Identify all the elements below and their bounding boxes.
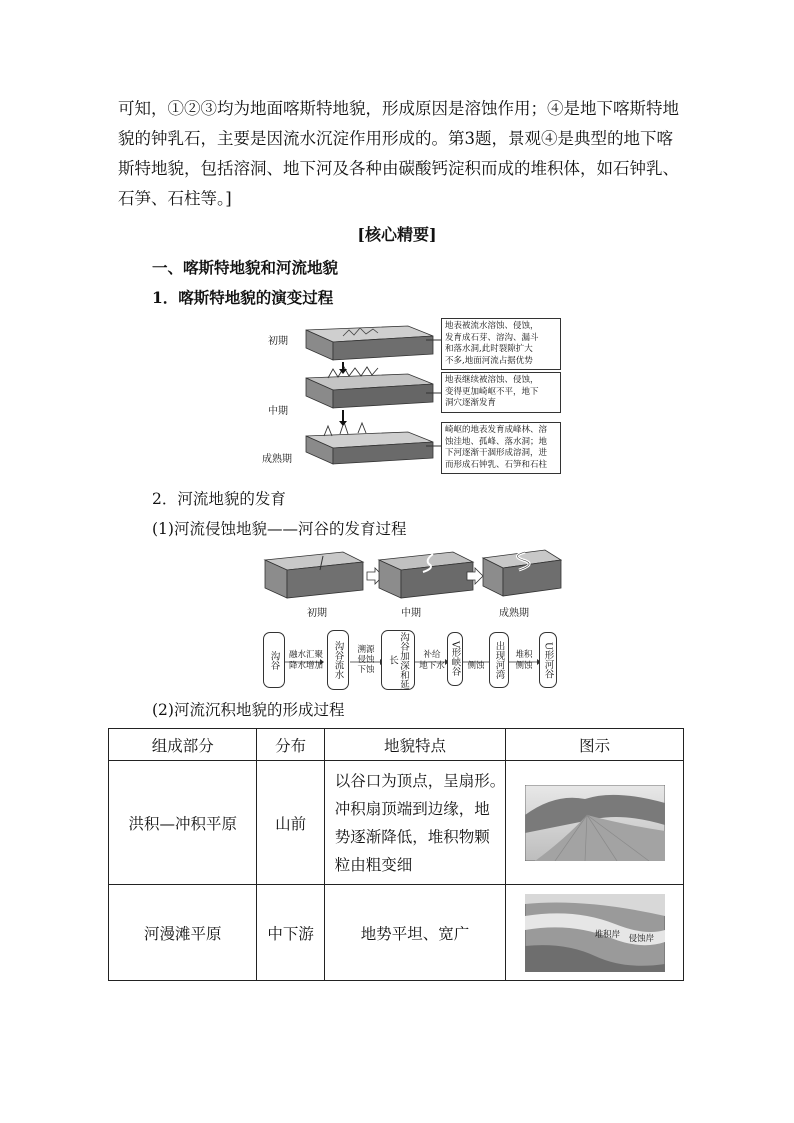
karst-note-mature: 崎岖的地表发育成峰林、溶 蚀洼地、孤峰、落水洞；地 下河逐渐干涸形成溶洞，进 而形成石钟乳、石笋和石柱 (441, 422, 561, 474)
intro-paragraph (118, 94, 678, 214)
sub-heading-2: (2)河流沉积地貌的形成过程 (152, 701, 345, 719)
valley-step-box: V形峡谷 (447, 632, 463, 686)
karst-evolution-diagram (258, 318, 564, 470)
section-heading-1-2: 2．河流地貌的发育 (152, 490, 286, 508)
karst-note-early: 地表被流水溶蚀、侵蚀， 发育成石芽、溶沟、漏斗 和落水洞,此时裂隙扩大 不多,地面河流占据优势 (441, 318, 561, 370)
core-title: [核心精要] (357, 225, 437, 244)
table-cell-part: 河漫滩平原 (109, 885, 257, 981)
valley-stage-label: 初期 (307, 608, 327, 619)
valley-stage-label: 成熟期 (499, 608, 529, 619)
table-header-cell: 图示 (506, 729, 684, 761)
karst-stage-label: 成熟期 (262, 454, 292, 465)
table-cell-dist: 山前 (257, 761, 324, 885)
deposition-landform-table (108, 728, 684, 981)
table-cell-image (506, 885, 684, 981)
alluvial-fan-photo (525, 785, 665, 861)
intro-line: 斯特地貌，包括溶洞、地下河及各种由碳酸钙淀积而成的堆积体，如石钟乳、 (118, 159, 679, 178)
floodplain-label-erosion: 侵蚀岸 (628, 933, 655, 944)
valley-step-box: U形河谷 (539, 632, 557, 688)
section-heading-1: 一、喀斯特地貌和河流地貌 (152, 258, 339, 277)
valley-arrow-label: 侧蚀 (467, 661, 485, 671)
intro-line: 石笋、石柱等。] (118, 189, 232, 208)
valley-arrow-label: 堆积 侧蚀 (515, 650, 533, 671)
karst-stage-label: 初期 (268, 336, 288, 347)
valley-step-box: 沟谷 (263, 632, 285, 688)
table-cell-features: 以谷口为顶点，呈扇形。 冲积扇顶端到边缘，地 势逐渐降低，堆积物颗 粒由粗变细 (324, 761, 506, 885)
table-cell-dist: 中下游 (257, 885, 324, 981)
valley-step-box: 沟谷流水 (327, 630, 349, 690)
intro-line: 貌的钟乳石，主要是因流水沉淀作用形成的。第3题，景观④是典型的地下喀 (118, 129, 673, 148)
section-heading-1-1: 1．喀斯特地貌的演变过程 (152, 288, 334, 307)
valley-arrow-label: 补给 地下水 (419, 650, 445, 671)
valley-step-box: 出现河湾 (489, 632, 509, 688)
table-row (109, 885, 684, 981)
table-cell-features: 地势平坦、宽广 (324, 885, 506, 981)
sub-heading-1: (1)河流侵蚀地貌——河谷的发育过程 (152, 520, 407, 538)
table-header-cell: 地貌特点 (324, 729, 506, 761)
table-header-row (109, 729, 684, 761)
table-cell-image (506, 761, 684, 885)
valley-development-diagram (263, 548, 563, 690)
intro-line: 可知，①②③均为地面喀斯特地貌，形成原因是溶蚀作用；④是地下喀斯特地 (118, 99, 679, 118)
table-header-cell: 组成部分 (109, 729, 257, 761)
table-row (109, 761, 684, 885)
floodplain-label-deposit: 堆积岸 (594, 929, 621, 940)
floodplain-photo (525, 894, 665, 972)
valley-stage-label: 中期 (401, 608, 421, 619)
karst-note-middle: 地表继续被溶蚀、侵蚀， 变得更加崎岖不平，地下 洞穴逐渐发育 (441, 372, 561, 413)
table-header-cell: 分布 (257, 729, 324, 761)
table-cell-part: 洪积—冲积平原 (109, 761, 257, 885)
karst-stage-label: 中期 (268, 406, 288, 417)
valley-step-box: 沟谷加深和延长 (381, 630, 415, 690)
valley-arrow-label: 融水汇聚 降水增加 (288, 650, 323, 671)
valley-arrow-label: 溯源侵蚀 下蚀 (357, 645, 375, 675)
